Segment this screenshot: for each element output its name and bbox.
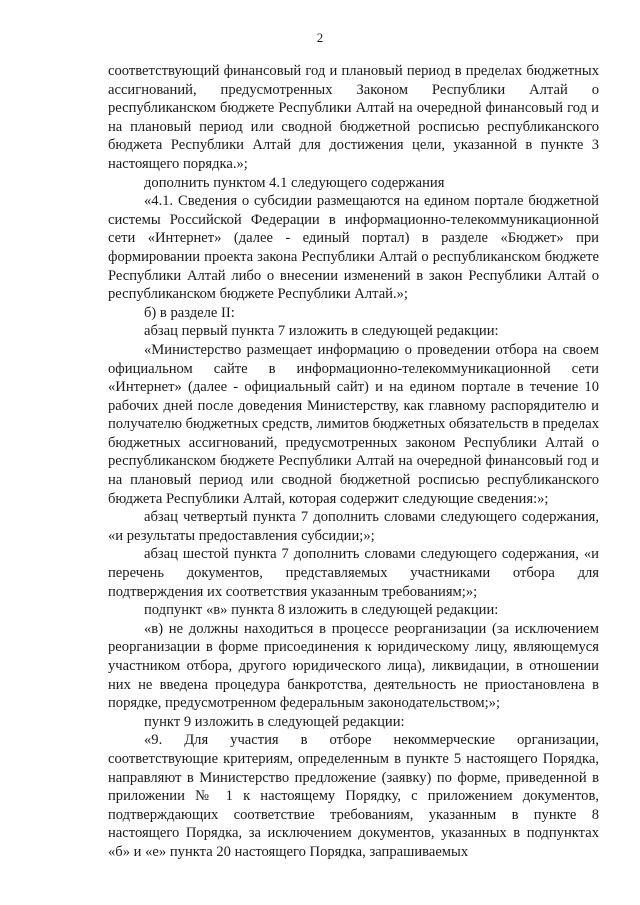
paragraph: абзац четвертый пункта 7 дополнить словами следующего содержания, «и результаты предоставления субсидии;»;	[108, 509, 599, 544]
document-body	[108, 62, 599, 862]
page-number: 2	[316, 30, 324, 45]
paragraph: пункт 9 изложить в следующей редакции:	[144, 713, 405, 730]
paragraph: абзац шестой пункта 7 дополнить словами следующего содержания, «и перечень документов, представляемых участниками отбора для подтверждения их соответствия указанным требованиям;»;	[108, 546, 599, 600]
paragraph: «Министерство размещает информацию о проведении отбора на своем официальном сайте в информационно-телекоммуникационной сети «Интернет» (далее - официальный сайт) и на едином портале в течение 10 рабочих дней после доведения Министерству, как главному распорядителю и получателю бюджетных средств, лимитов бюджетных обязательств в пределах бюджетных ассигнований, предусмотренных законом Республики Алтай о республиканском бюджете Республики Алтай на очередной финансовый год и на плановый период или сводной бюджетной росписью республиканского бюджета Республики Алтай, которая содержит следующие сведения:»;	[108, 341, 599, 507]
paragraph: подпункт «в» пункта 8 изложить в следующей редакции:	[144, 602, 499, 619]
paragraph: соответствующий финансовый год и плановый период в пределах бюджетных ассигнований, предусмотренных Законом Республики Алтай о республиканском бюджете Республики Алтай на очередной финансовый год и на плановый период или сводной бюджетной росписью республиканского бюджета Республики Алтай для достижения цели, указанной в пункте 3 настоящего порядка.»;	[108, 63, 599, 172]
paragraph: «в) не должны находиться в процессе реорганизации (за исключением реорганизации в форме присоединения к юридическому лицу, являющемуся участником отбора, другого юридического лица), ликвидации, в отношении них не введена процедура банкротства, деятельность не приостановлена в порядке, предусмотренном федеральным законодательством;»;	[108, 620, 599, 712]
paragraph: «9. Для участия в отборе некоммерческие организации, соответствующие критериям, определенным в пункте 5 настоящего Порядка, направляют в Министерство предложение (заявку) по форме, приведенной в приложении № 1 к настоящему Порядку, с приложением документов, подтверждающих соответствие требованиям, указанным в пункте 8 настоящего Порядка, за исключением документов, указанных в подпунктах «б» и «е» пункта 20 настоящего Порядка, запрашиваемых	[108, 732, 599, 860]
paragraph: дополнить пунктом 4.1 следующего содержания	[144, 174, 445, 191]
paragraph: б) в разделе II:	[144, 304, 235, 321]
paragraph: абзац первый пункта 7 изложить в следующей редакции:	[144, 323, 499, 340]
paragraph: «4.1. Сведения о субсидии размещаются на едином портале бюджетной системы Российской Федерации в информационно-телекоммуникационной сети «Интернет» (далее - единый портал) в разделе «Бюджет» при формировании проекта закона Республики Алтай о республиканском бюджете Республики Алтай либо о внесении изменений в закон Республики Алтай о республиканском бюджете Республики Алтай.»;	[108, 193, 599, 303]
